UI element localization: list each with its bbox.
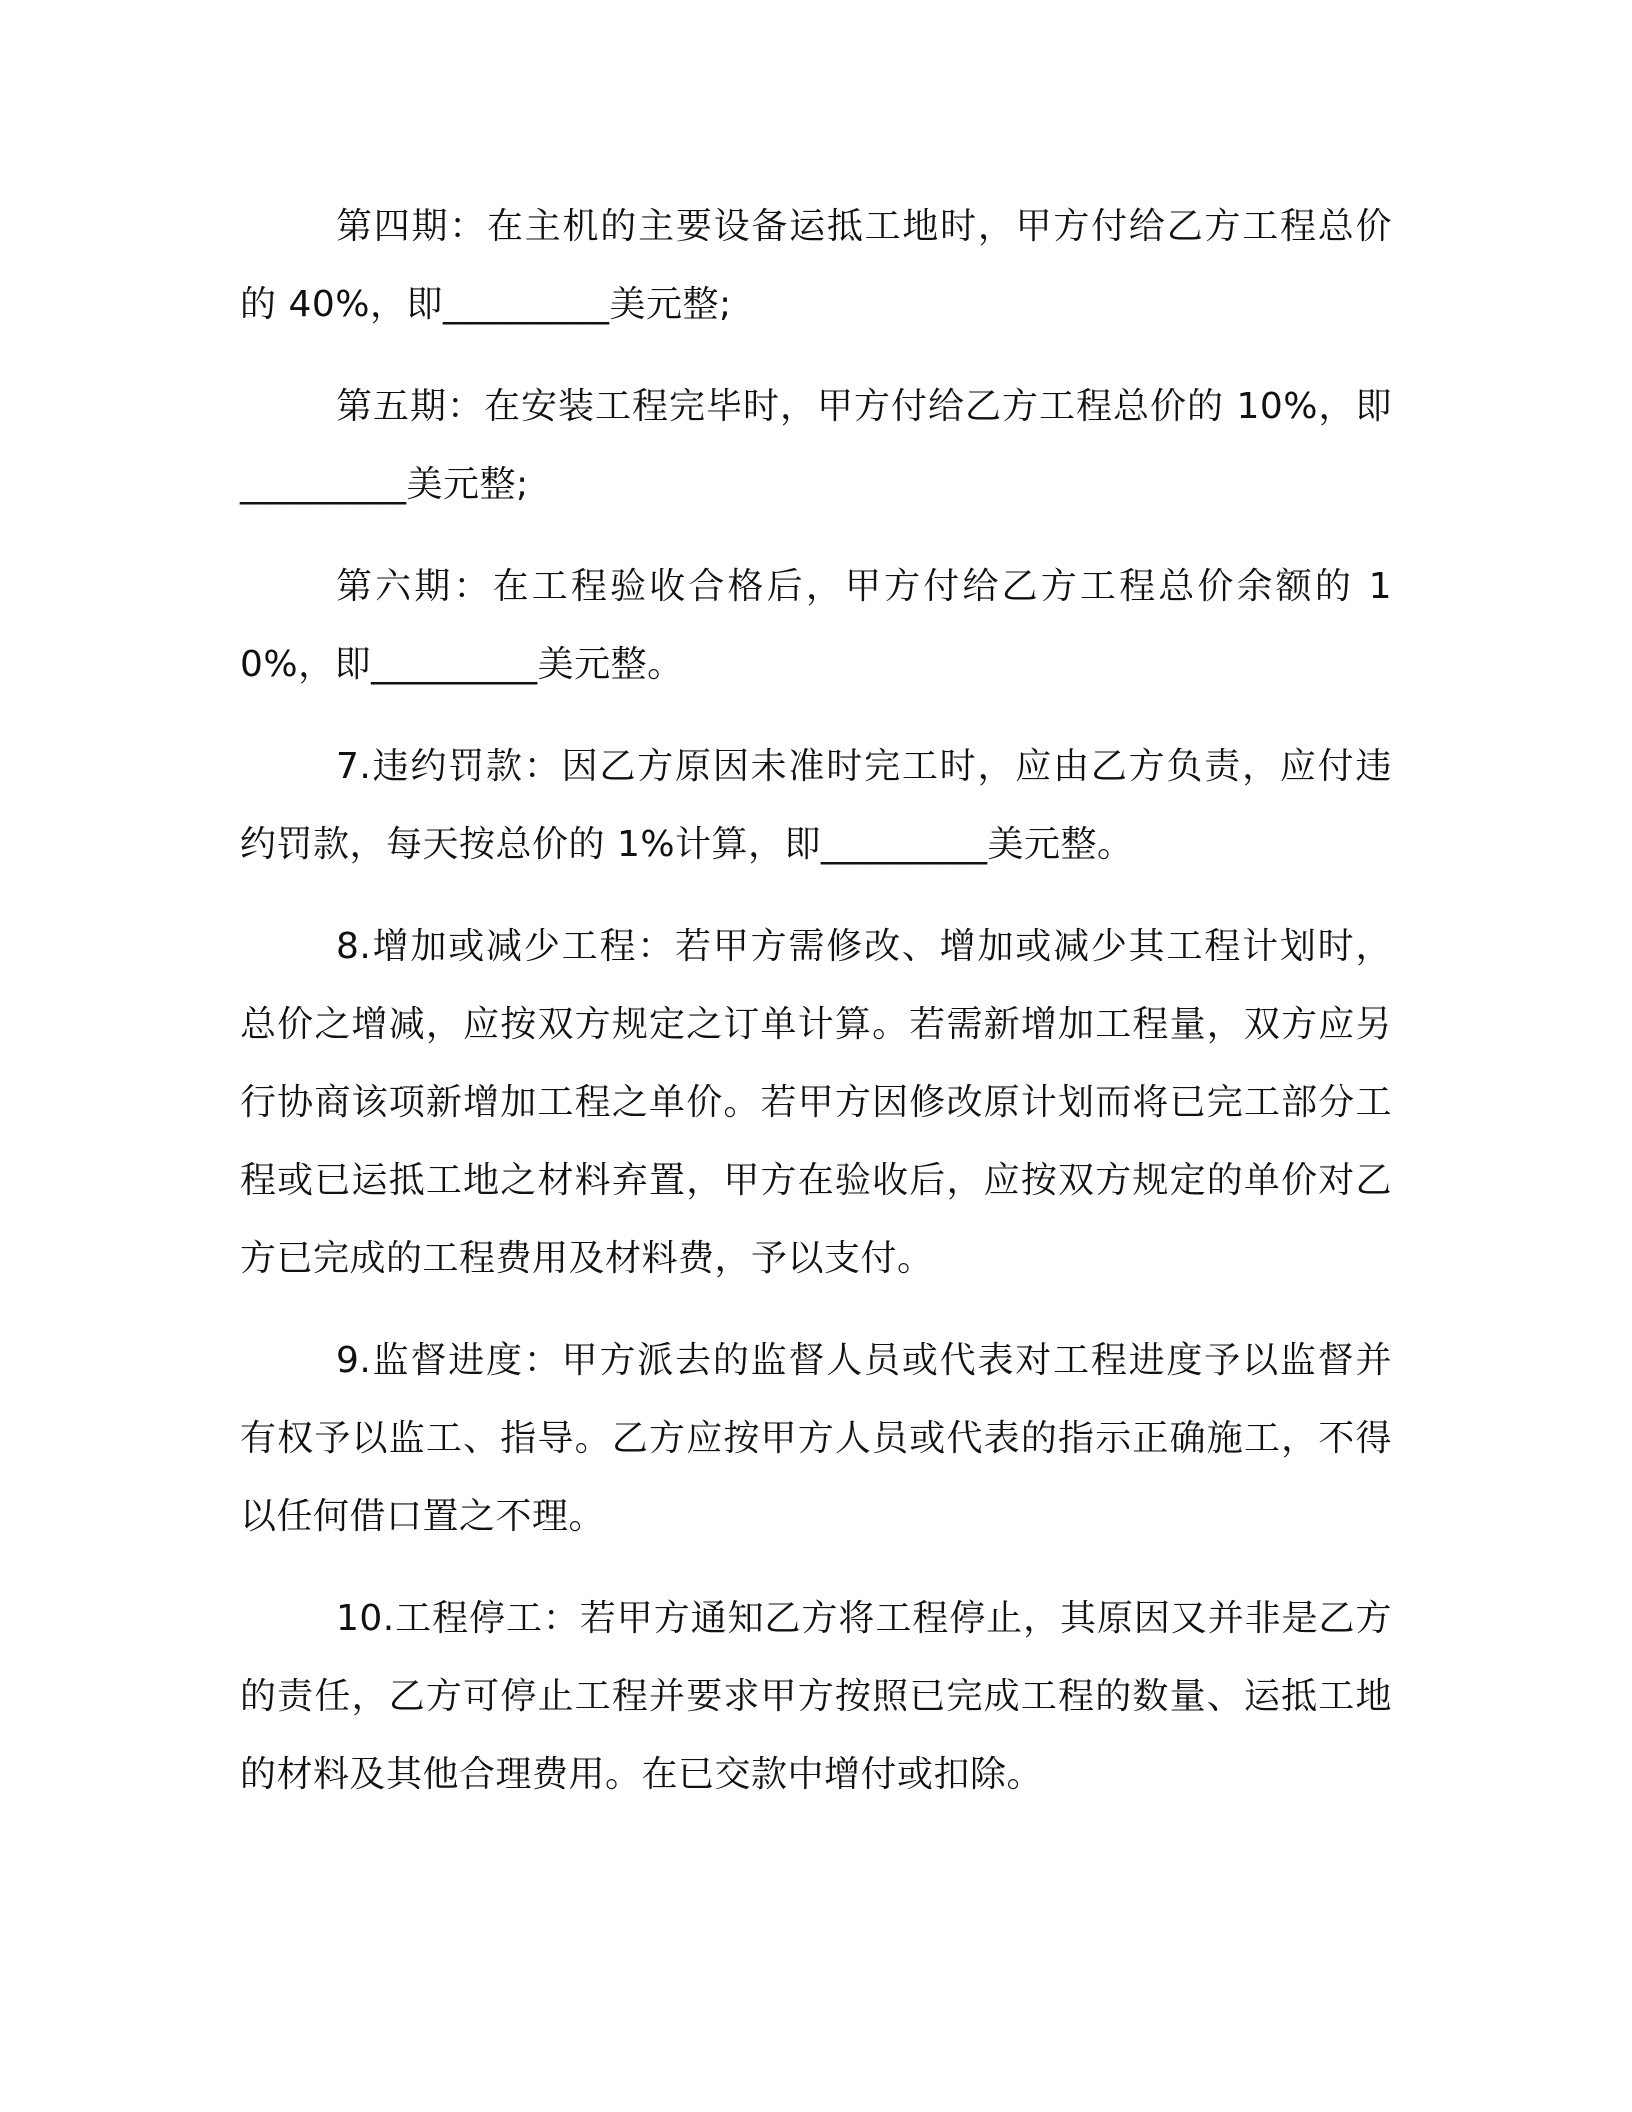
paragraph-phase-six: 第六期：在工程验收合格后，甲方付给乙方工程总价余额的 10%，即_________美元整。 xyxy=(240,566,1392,685)
document-page xyxy=(240,188,1392,1838)
paragraph-phase-four: 第四期：在主机的主要设备运抵工地时，甲方付给乙方工程总价的 40%，即_________美元整; xyxy=(240,206,1392,325)
paragraph-penalty: 7.违约罚款：因乙方原因未准时完工时，应由乙方负责，应付违约罚款，每天按总价的 1%计算，即_________美元整。 xyxy=(240,746,1392,865)
paragraph-work-stoppage: 10.工程停工：若甲方通知乙方将工程停止，其原因又并非是乙方的责任，乙方可停止工程并要求甲方按照已完成工程的数量、运抵工地的材料及其他合理费用。在已交款中增付或扣除。 xyxy=(240,1598,1392,1795)
paragraph-change-of-work: 8.增加或减少工程：若甲方需修改、增加或减少其工程计划时，总价之增减，应按双方规定之订单计算。若需新增加工程量，双方应另行协商该项新增加工程之单价。若甲方因修改原计划而将已完工部分工程或已运抵工地之材料弃置，甲方在验收后，应按双方规定的单价对乙方已完成的工程费用及材料费，予以支付。 xyxy=(240,926,1392,1279)
paragraph-phase-five: 第五期：在安装工程完毕时，甲方付给乙方工程总价的 10%，即_________美元整; xyxy=(240,386,1392,505)
paragraph-supervision: 9.监督进度：甲方派去的监督人员或代表对工程进度予以监督并有权予以监工、指导。乙方应按甲方人员或代表的指示正确施工，不得以任何借口置之不理。 xyxy=(240,1340,1392,1537)
